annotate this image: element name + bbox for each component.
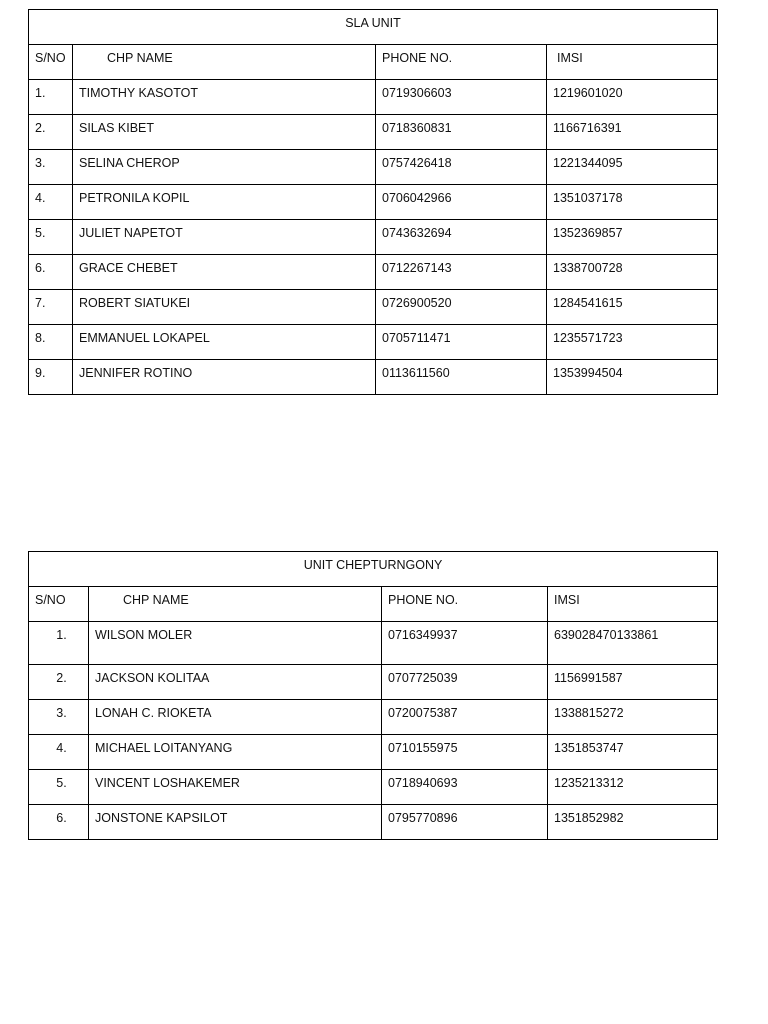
cell-chp-name: WILSON MOLER (89, 622, 382, 665)
cell-chp-name: PETRONILA KOPIL (73, 185, 376, 220)
table-row (29, 735, 718, 770)
cell-imsi: 1338700728 (547, 255, 718, 290)
cell-phone: 0706042966 (376, 185, 547, 220)
cell-phone: 0710155975 (382, 735, 548, 770)
cell-imsi: 1351853747 (548, 735, 718, 770)
sla-unit-table-body (29, 10, 718, 395)
cell-sno: 3. (29, 700, 89, 735)
cell-phone: 0720075387 (382, 700, 548, 735)
table-row (29, 185, 718, 220)
cell-sno: 9. (29, 360, 73, 395)
cell-imsi: 1156991587 (548, 665, 718, 700)
header-sno: S/NO (29, 45, 73, 80)
cell-chp-name: JACKSON KOLITAA (89, 665, 382, 700)
table-header-row (29, 45, 718, 80)
header-imsi: IMSI (548, 587, 718, 622)
cell-chp-name: JONSTONE KAPSILOT (89, 805, 382, 840)
table-row (29, 115, 718, 150)
cell-chp-name: TIMOTHY KASOTOT (73, 80, 376, 115)
table-row (29, 150, 718, 185)
cell-imsi: 1235571723 (547, 325, 718, 360)
header-chp-name: CHP NAME (89, 587, 382, 622)
cell-chp-name: LONAH C. RIOKETA (89, 700, 382, 735)
cell-imsi: 1353994504 (547, 360, 718, 395)
cell-imsi: 1221344095 (547, 150, 718, 185)
cell-phone: 0795770896 (382, 805, 548, 840)
cell-imsi: 1219601020 (547, 80, 718, 115)
header-phone: PHONE NO. (376, 45, 547, 80)
table-title-row (29, 10, 718, 45)
table-row (29, 665, 718, 700)
cell-sno: 2. (29, 115, 73, 150)
header-sno: S/NO (29, 587, 89, 622)
cell-chp-name: EMMANUEL LOKAPEL (73, 325, 376, 360)
table-title: UNIT CHEPTURNGONY (29, 552, 718, 587)
table-row (29, 290, 718, 325)
cell-chp-name: GRACE CHEBET (73, 255, 376, 290)
cell-phone: 0718940693 (382, 770, 548, 805)
cell-sno: 8. (29, 325, 73, 360)
cell-imsi: 639028470133861 (548, 622, 718, 665)
chepturngony-table-body (29, 552, 718, 840)
cell-chp-name: SELINA CHEROP (73, 150, 376, 185)
header-imsi: IMSI (547, 45, 718, 80)
cell-chp-name: ROBERT SIATUKEI (73, 290, 376, 325)
cell-phone: 0719306603 (376, 80, 547, 115)
cell-phone: 0743632694 (376, 220, 547, 255)
cell-sno: 6. (29, 255, 73, 290)
table-row (29, 805, 718, 840)
cell-phone: 0726900520 (376, 290, 547, 325)
cell-chp-name: MICHAEL LOITANYANG (89, 735, 382, 770)
table-row (29, 325, 718, 360)
cell-sno: 4. (29, 185, 73, 220)
cell-phone: 0113611560 (376, 360, 547, 395)
cell-imsi: 1235213312 (548, 770, 718, 805)
cell-chp-name: VINCENT LOSHAKEMER (89, 770, 382, 805)
cell-chp-name: JENNIFER ROTINO (73, 360, 376, 395)
cell-chp-name: JULIET NAPETOT (73, 220, 376, 255)
table-row (29, 360, 718, 395)
cell-phone: 0716349937 (382, 622, 548, 665)
cell-imsi: 1166716391 (547, 115, 718, 150)
cell-sno: 2. (29, 665, 89, 700)
table-row (29, 255, 718, 290)
cell-phone: 0718360831 (376, 115, 547, 150)
cell-sno: 4. (29, 735, 89, 770)
cell-imsi: 1351037178 (547, 185, 718, 220)
header-phone: PHONE NO. (382, 587, 548, 622)
sla-unit-table (28, 9, 718, 395)
table-row (29, 700, 718, 735)
cell-sno: 1. (29, 622, 89, 665)
table-row (29, 220, 718, 255)
cell-imsi: 1284541615 (547, 290, 718, 325)
cell-phone: 0707725039 (382, 665, 548, 700)
unit-chepturngony-table (28, 551, 718, 840)
cell-imsi: 1352369857 (547, 220, 718, 255)
cell-sno: 5. (29, 770, 89, 805)
header-chp-name: CHP NAME (73, 45, 376, 80)
cell-sno: 1. (29, 80, 73, 115)
cell-chp-name: SILAS KIBET (73, 115, 376, 150)
table-header-row (29, 587, 718, 622)
cell-imsi: 1351852982 (548, 805, 718, 840)
cell-phone: 0757426418 (376, 150, 547, 185)
cell-sno: 5. (29, 220, 73, 255)
cell-sno: 3. (29, 150, 73, 185)
table-row (29, 770, 718, 805)
cell-imsi: 1338815272 (548, 700, 718, 735)
table-row (29, 622, 718, 665)
table-title-row (29, 552, 718, 587)
table-row (29, 80, 718, 115)
cell-phone: 0705711471 (376, 325, 547, 360)
table-title: SLA UNIT (29, 10, 718, 45)
cell-sno: 7. (29, 290, 73, 325)
cell-phone: 0712267143 (376, 255, 547, 290)
cell-sno: 6. (29, 805, 89, 840)
